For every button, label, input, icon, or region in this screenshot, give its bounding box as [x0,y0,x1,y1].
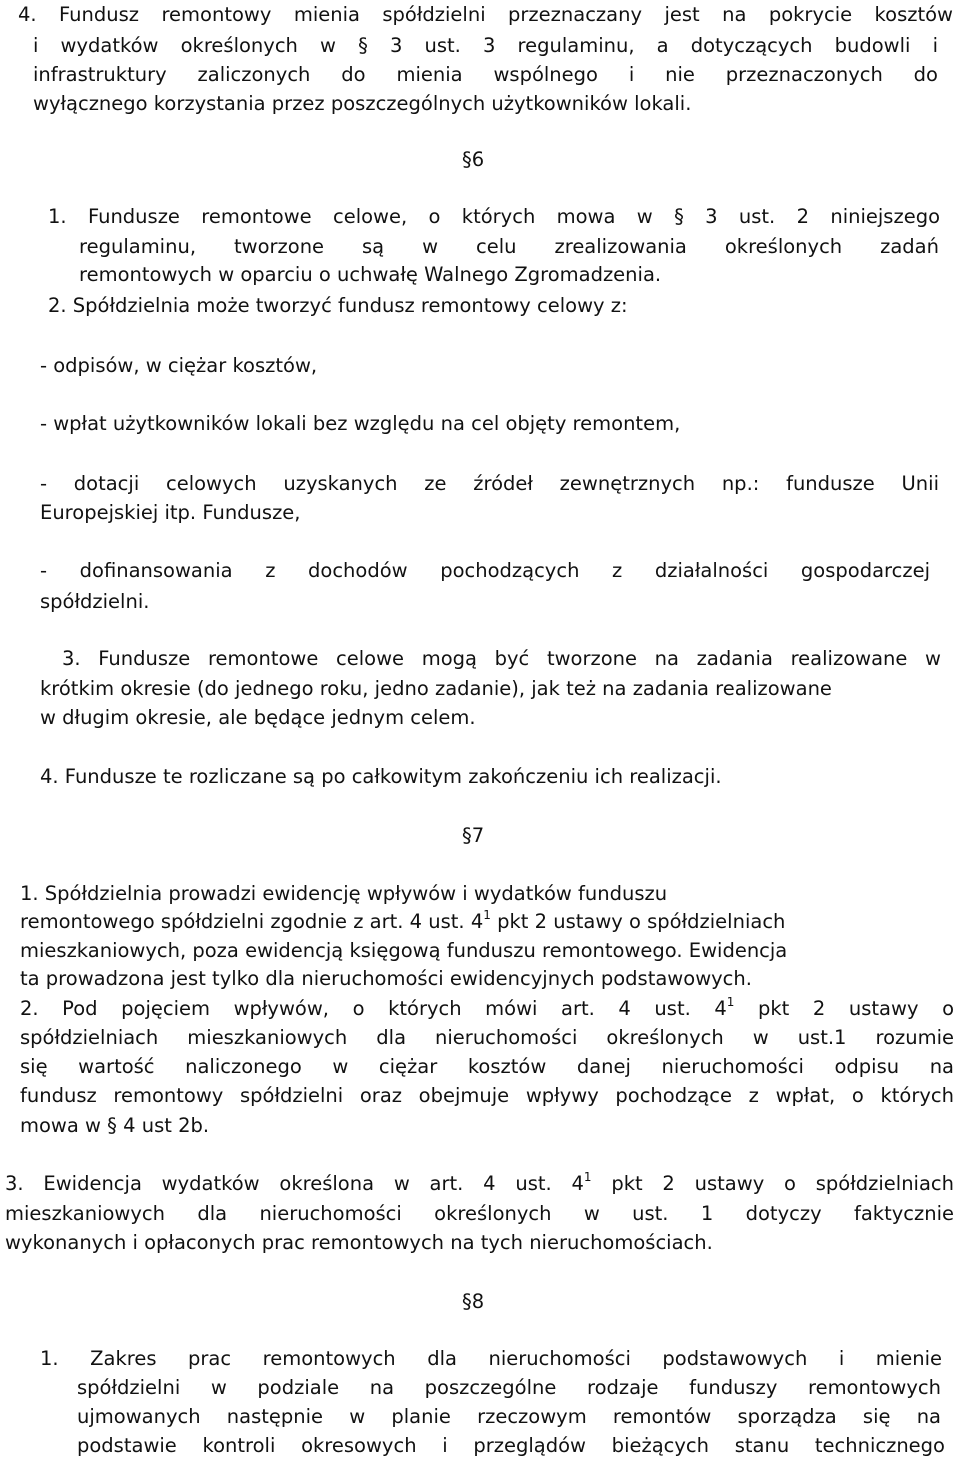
s7-p1-line-3: mieszkaniowych, poza ewidencją księgową funduszu remontowego. Ewidencja [20,939,788,962]
para4-line-1: 4. Fundusz remontowy mienia spółdzielni przeznaczany jest na pokrycie kosztów [18,3,953,26]
s7-p3-line-1-rest: pkt 2 ustawy o spółdzielniach [591,1172,954,1195]
s7-p2-line-1 [20,995,954,1020]
s7-p2-line-1-rest: pkt 2 ustawy o [734,997,954,1020]
s7-p3-line-1-text: 3. Ewidencja wydatków określona w art. 4 ust. 4 [5,1172,584,1195]
s7-p3-line-2: mieszkaniowych dla nieruchomości określonych w ust. 1 dotyczy faktycznie [5,1202,954,1225]
section-6-heading: §6 [462,148,485,171]
section-7-heading: §7 [462,824,485,847]
s6-bullet-3-line-2: Europejskiej itp. Fundusze, [40,501,301,524]
s6-bullet-1: - odpisów, w ciężar kosztów, [40,354,318,377]
s7-p2-line-5: mowa w § 4 ust 2b. [20,1114,210,1137]
s7-p2-line-1-text: 2. Pod pojęciem wpływów, o których mówi art. 4 ust. 4 [20,997,727,1020]
s6-p4: 4. Fundusze te rozliczane są po całkowitym zakończeniu ich realizacji. [40,765,722,788]
s7-p3-superscript: 1 [583,1170,592,1184]
section-8-heading: §8 [462,1290,485,1313]
s6-bullet-4-line-1: - dofinansowania z dochodów pochodzących z działalności gospodarczej [40,559,930,582]
s6-p1-line-3: remontowych w oparciu o uchwałę Walnego Zgromadzenia. [79,263,662,286]
s8-p1-line-1: 1. Zakres prac remontowych dla nieruchomości podstawowych i mienie [40,1347,942,1370]
para4-line-2: i wydatków określonych w § 3 ust. 3 regulaminu, a dotyczących budowli i [33,34,938,57]
s6-p3-line-1: 3. Fundusze remontowe celowe mogą być tworzone na zadania realizowane w [62,647,941,670]
s7-p1-line-4: ta prowadzona jest tylko dla nieruchomości ewidencyjnych podstawowych. [20,967,752,990]
s6-p3-line-3: w długim okresie, ale będące jednym celem. [40,706,476,729]
s7-p2-line-4: fundusz remontowy spółdzielni oraz obejmuje wpływy pochodzące z wpłat, o których [20,1084,954,1107]
s7-p1-line-2-rest: pkt 2 ustawy o spółdzielniach [490,910,786,933]
para4-line-4: wyłącznego korzystania przez poszczególnych użytkowników lokali. [33,92,692,115]
s6-bullet-3-line-1: - dotacji celowych uzyskanych ze źródeł zewnętrznych np.: fundusze Unii [40,472,939,495]
s7-p1-line-2 [20,908,786,933]
s8-p1-line-3: ujmowanych następnie w planie rzeczowym remontów sporządza się na [77,1405,941,1428]
s6-p2: 2. Spółdzielnia może tworzyć fundusz remontowy celowy z: [48,294,628,317]
s7-p2-line-3: się wartość naliczonego w ciężar kosztów danej nieruchomości odpisu na [20,1055,954,1078]
s7-p3-line-3: wykonanych i opłaconych prac remontowych na tych nieruchomościach. [5,1231,713,1254]
s6-p3-line-2: krótkim okresie (do jednego roku, jedno zadanie), jak też na zadania realizowane [40,677,832,700]
s7-p2-superscript: 1 [726,995,735,1009]
s7-p3-line-1 [5,1170,954,1195]
s6-bullet-4-line-2: spółdzielni. [40,590,150,613]
s7-p1-line-2-text: remontowego spółdzielni zgodnie z art. 4 ust. 4 [20,910,484,933]
para4-line-3: infrastruktury zaliczonych do mienia wspólnego i nie przeznaczonych do [33,63,938,86]
s6-bullet-2: - wpłat użytkowników lokali bez względu na cel objęty remontem, [40,412,681,435]
s6-p1-line-2: regulaminu, tworzone są w celu zrealizowania określonych zadań [79,235,939,258]
s7-p1-line-1: 1. Spółdzielnia prowadzi ewidencję wpływów i wydatków funduszu [20,882,668,905]
s8-p1-line-4: podstawie kontroli okresowych i przeglądów bieżących stanu technicznego [77,1434,945,1457]
s7-p2-line-2: spółdzielniach mieszkaniowych dla nieruchomości określonych w ust.1 rozumie [20,1026,954,1049]
s7-p1-superscript: 1 [483,908,491,922]
s6-p1-line-1: 1. Fundusze remontowe celowe, o których mowa w § 3 ust. 2 niniejszego [48,205,940,228]
s8-p1-line-2: spółdzielni w podziale na poszczególne rodzaje funduszy remontowych [77,1376,941,1399]
